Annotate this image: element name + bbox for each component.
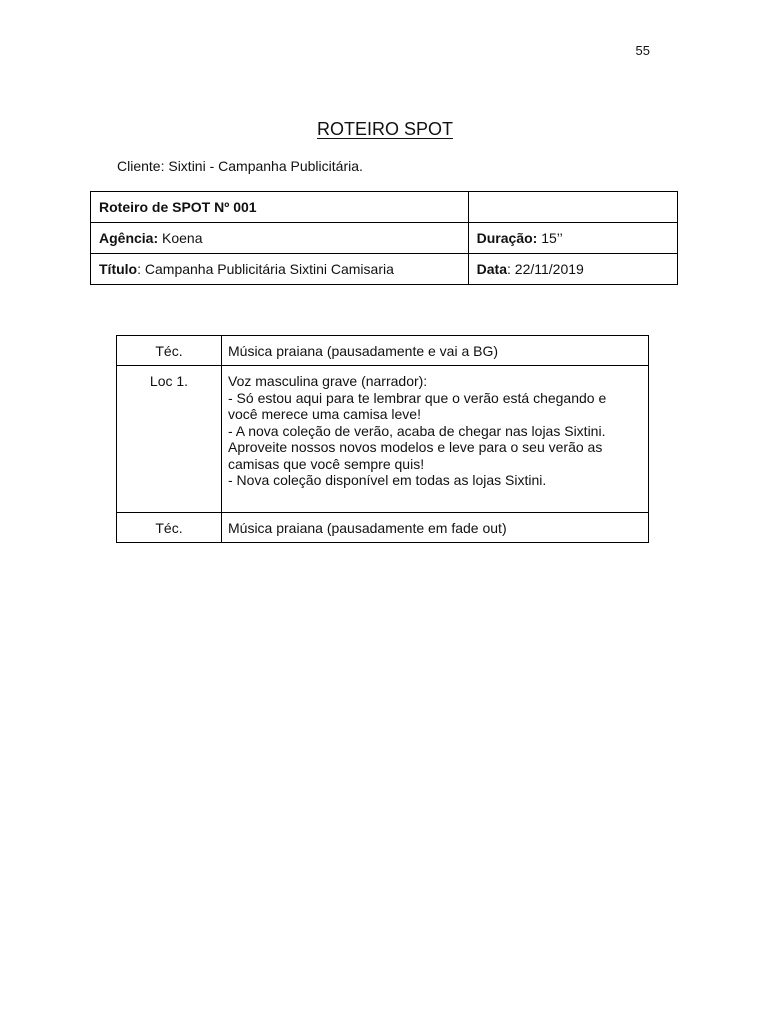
script-line: - Só estou aqui para te lembrar que o verão está chegando e	[228, 389, 607, 406]
spot-number-cell: Roteiro de SPOT Nº 001	[91, 192, 469, 223]
title-value: : Campanha Publicitária Sixtini Camisaria	[137, 261, 394, 277]
duration-label: Duração:	[476, 230, 538, 246]
script-line: camisas que você sempre quis!	[228, 455, 425, 472]
script-line: - Nova coleção disponível em todas as lojas Sixtini.	[228, 472, 547, 488]
script-line: Voz masculina grave (narrador):	[228, 373, 428, 389]
date-value: : 22/11/2019	[507, 261, 584, 277]
script-line: você merece uma camisa leve!	[228, 406, 421, 422]
speaker-cell: Téc.	[117, 336, 222, 366]
document-title: ROTEIRO SPOT	[316, 119, 453, 139]
script-table	[116, 335, 649, 543]
spot-info-table	[90, 191, 678, 285]
script-row	[117, 336, 649, 366]
date-cell	[468, 254, 677, 285]
title-label: Título	[99, 261, 138, 277]
agency-label: Agência:	[99, 230, 159, 246]
page-number: 55	[635, 43, 650, 58]
agency-row	[91, 223, 678, 254]
title-row	[91, 254, 678, 285]
speaker-cell: Téc.	[117, 513, 222, 543]
script-content-cell	[222, 366, 649, 513]
duration-cell	[468, 223, 677, 254]
spot-number-empty-cell	[468, 192, 677, 223]
script-line: Música praiana (pausadamente e vai a BG)	[228, 343, 499, 359]
script-row	[117, 513, 649, 543]
date-label: Data	[476, 261, 507, 277]
script-content-cell	[222, 336, 649, 366]
speaker-cell: Loc 1.	[117, 366, 222, 513]
script-line: - A nova coleção de verão, acaba de chegar nas lojas Sixtini.	[228, 422, 606, 439]
script-content-cell	[222, 513, 649, 543]
agency-value: Koena	[158, 230, 203, 246]
agency-cell	[91, 223, 469, 254]
script-row	[117, 366, 649, 513]
spot-number-row	[91, 192, 678, 223]
script-line: Música praiana (pausadamente em fade out)	[228, 520, 507, 536]
duration-value: 15’’	[537, 230, 563, 246]
script-line: Aproveite nossos novos modelos e leve para o seu verão as	[228, 439, 603, 455]
title-cell	[91, 254, 469, 285]
client-line: Cliente: Sixtini - Campanha Publicitária.	[117, 158, 363, 174]
